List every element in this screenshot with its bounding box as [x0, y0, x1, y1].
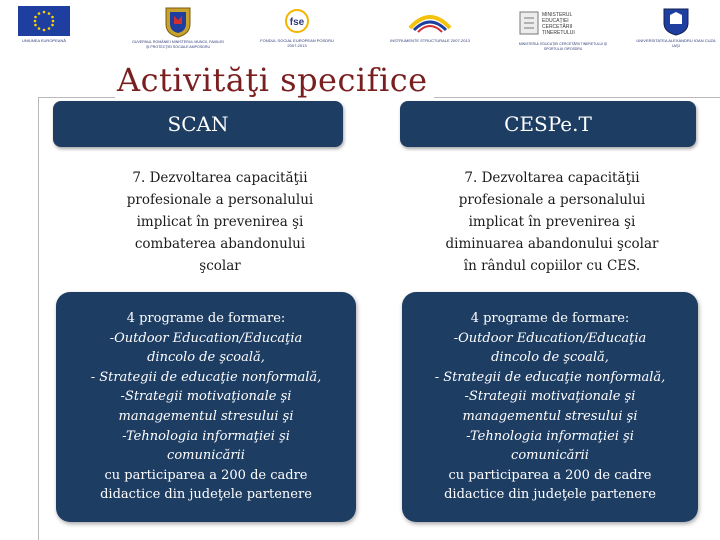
program-line: 4 programe de formare:: [470, 311, 630, 327]
program-line: 4 programe de formare:: [126, 311, 286, 327]
program-line: dincolo de şcoală,: [491, 350, 609, 366]
objective-line: combaterea abandonului: [134, 236, 306, 252]
program-line: comunicării: [511, 448, 589, 464]
page-title: Activităţi specifice: [115, 60, 434, 100]
university-logo: [636, 6, 716, 48]
objective-line: profesionale a personalului: [458, 192, 646, 208]
objective-line: 7. Dezvoltarea capacităţii: [132, 170, 308, 186]
objective-line: profesionale a personalului: [126, 192, 314, 208]
logo-caption: INSTRUMENTE STRUCTURALE 2007-2013: [390, 38, 470, 43]
slide-frame-left: [38, 97, 39, 540]
program-line: comunicării: [167, 448, 245, 464]
logo-strip: [0, 0, 720, 56]
program-line: cu participarea a 200 de cadre: [104, 467, 308, 483]
svg-text:MINISTERUL: MINISTERUL: [542, 12, 573, 18]
objective-line: 7. Dezvoltarea capacităţii: [464, 170, 640, 186]
column-header-cespet: CESPe.T: [400, 101, 696, 147]
program-line: cu participarea a 200 de cadre: [448, 467, 652, 483]
program-line: - Strategii de educaţie nonformală,: [434, 369, 666, 385]
program-line: -Strategii motivaţionale şi: [120, 389, 292, 405]
svg-text:CERCETĂRII: CERCETĂRII: [542, 24, 573, 30]
program-line: didactice din judeţele partenere: [100, 487, 312, 503]
objective-line: în rândul copiilor cu CES.: [463, 258, 641, 274]
university-crest-icon: [661, 6, 691, 36]
eu-flag-icon: [18, 6, 70, 36]
program-line: -Outdoor Education/Educaţia: [453, 330, 647, 346]
logo-caption: UNIVERSITATEA ALEXANDRU IOAN CUZA IAŞI: [636, 38, 716, 48]
program-line: -Tehnologia informaţiei şi: [466, 428, 634, 444]
training-programs-box-scan: [56, 292, 356, 522]
structural-instruments-icon: [404, 6, 456, 36]
coat-of-arms-icon: [164, 6, 192, 38]
ministry-education-logo: [518, 6, 608, 52]
romanian-government-logo: [130, 6, 226, 50]
social-fund-logo: [258, 6, 336, 48]
logo-caption: UNIUNEA EUROPEANĂ: [21, 38, 66, 43]
logo-caption: MINISTERUL EDUCAŢIEI CERCETĂRII TINERETULUI ŞI SPORTULUI OIPOSDRU: [518, 42, 608, 51]
program-line: managementul stresului şi: [118, 409, 294, 424]
objective-line: diminuarea abandonului şcolar: [445, 236, 659, 252]
objective-text-scan: [80, 167, 360, 277]
structural-instruments-logo: [388, 6, 472, 43]
column-header-scan: SCAN: [53, 101, 343, 147]
program-line: dincolo de şcoală,: [147, 350, 265, 366]
svg-text:fse: fse: [289, 17, 305, 28]
svg-text:EDUCAŢIEI: EDUCAŢIEI: [542, 18, 569, 24]
objective-line: implicat în prevenirea şi: [468, 214, 636, 230]
social-fund-icon: [277, 6, 317, 36]
ministry-education-icon: [518, 6, 608, 40]
objective-text-cespet: [402, 167, 702, 277]
program-line: didactice din judeţele partenere: [444, 487, 656, 503]
logo-caption: FONDUL SOCIAL EUROPEAN POSDRU 2007-2013: [260, 38, 334, 48]
eu-flag-logo: [18, 6, 70, 43]
program-line: -Tehnologia informaţiei şi: [122, 428, 290, 444]
program-line: - Strategii de educaţie nonformală,: [90, 369, 322, 385]
objective-line: implicat în prevenirea şi: [136, 214, 304, 230]
svg-text:TINERETULUI: TINERETULUI: [542, 30, 575, 36]
program-line: managementul stresului şi: [462, 409, 638, 424]
logo-caption: GUVERNUL ROMÂNIEI MINISTERUL MUNCII, FAMILIEI ŞI PROTECŢIEI SOCIALE AMPOSDRU: [132, 40, 224, 49]
objective-line: şcolar: [199, 258, 241, 274]
program-line: -Strategii motivaţionale şi: [464, 389, 636, 405]
program-line: -Outdoor Education/Educaţia: [109, 330, 303, 346]
training-programs-box-cespet: [402, 292, 698, 522]
